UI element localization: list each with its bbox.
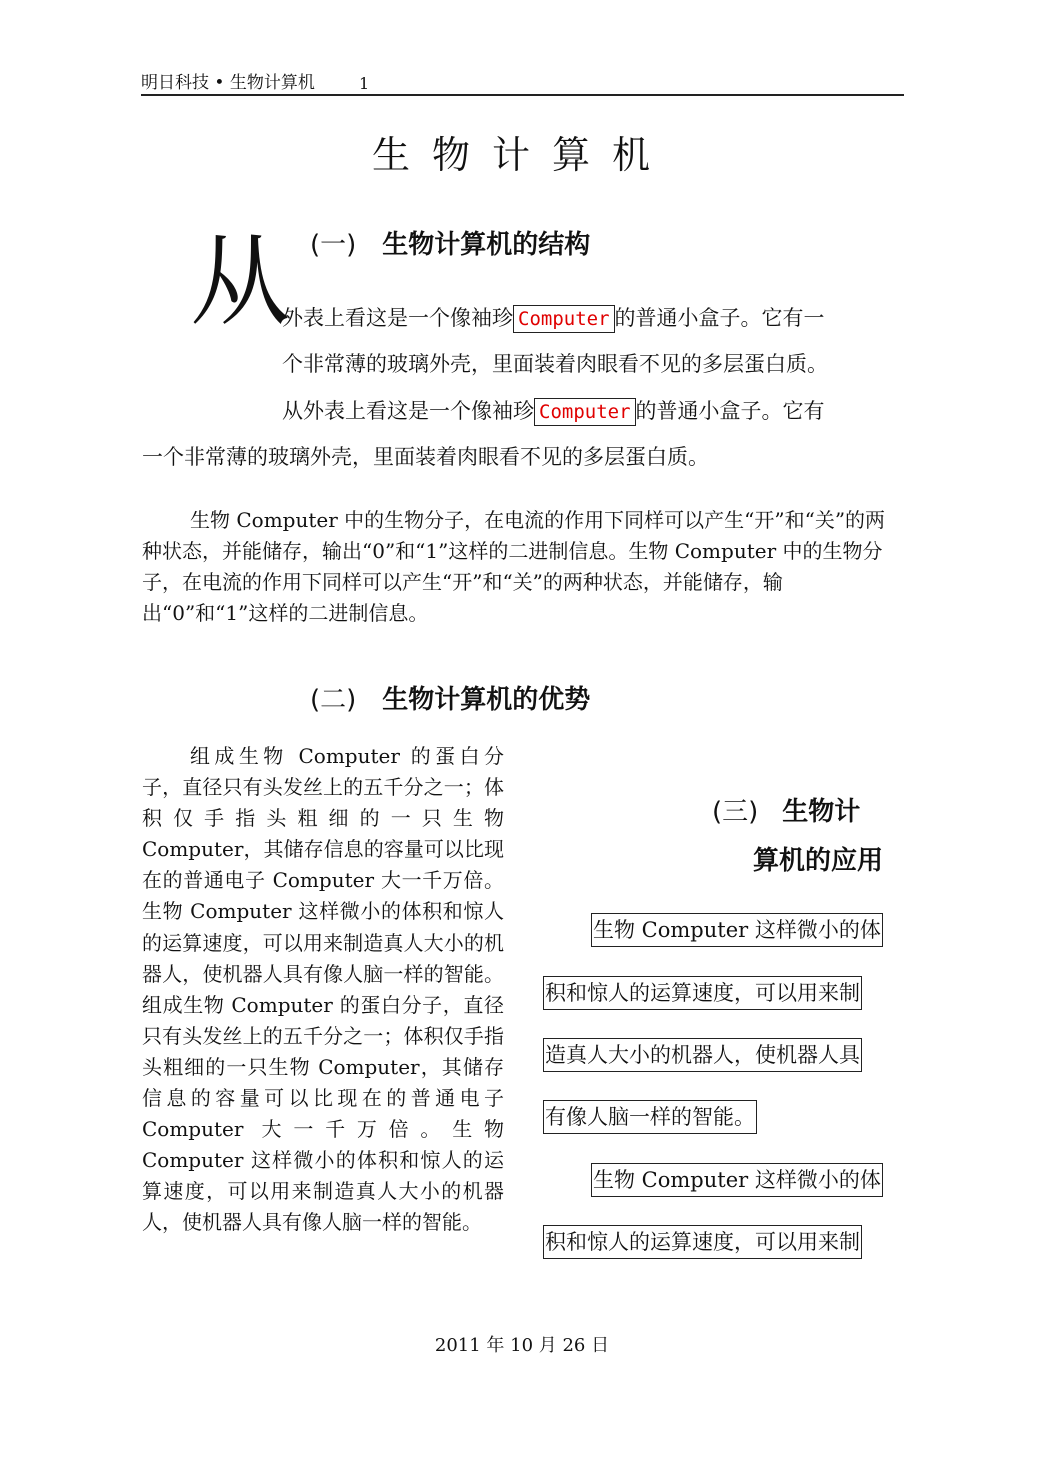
- section3-title-part1: 生物计: [782, 797, 861, 827]
- section2-title: 生物计算机的优势: [382, 685, 591, 715]
- section1-number: (一): [310, 230, 357, 260]
- section2-body: [142, 741, 504, 1239]
- section1-p1-line1: [282, 303, 825, 333]
- section3-box-1: 生物 Computer 这样微小的体: [591, 913, 883, 947]
- page-number: 1: [359, 74, 370, 93]
- p2-text-after: 的普通小盒子。它有: [635, 399, 825, 423]
- section3-box-6: 积和惊人的运算速度，可以用来制: [543, 1225, 862, 1259]
- section1-p2-line1: [282, 396, 825, 426]
- section1-title: 生物计算机的结构: [382, 230, 591, 260]
- section3-number: (三): [712, 797, 759, 827]
- section2-number: (二): [310, 685, 357, 715]
- section3-box-3: 造真人大小的机器人，使机器人具: [543, 1038, 862, 1072]
- computer-tag-2: Computer: [534, 398, 636, 426]
- section1-p3: [142, 505, 904, 629]
- section1-p1-line2: 个非常薄的玻璃外壳，里面装着肉眼看不见的多层蛋白质。: [282, 352, 828, 376]
- p1-text-before: 外表上看这是一个像袖珍: [282, 306, 513, 330]
- p1-text-after: 的普通小盒子。它有一: [614, 306, 825, 330]
- document-title: 生物计算机: [371, 133, 672, 177]
- footer-date: 2011 年 10 月 26 日: [434, 1335, 610, 1356]
- section1-heading: [310, 224, 590, 261]
- section3-box-4: 有像人脑一样的智能。: [543, 1100, 757, 1134]
- section3-box-5: 生物 Computer 这样微小的体: [591, 1163, 883, 1197]
- section3-heading-line1: [712, 791, 860, 828]
- header-title: 明日科技 • 生物计算机: [141, 73, 315, 93]
- section2-heading: [310, 679, 590, 716]
- section3-box-2: 积和惊人的运算速度，可以用来制: [543, 976, 862, 1010]
- section1-p2-line2: 一个非常薄的玻璃外壳，里面装着肉眼看不见的多层蛋白质。: [142, 445, 709, 469]
- drop-cap: 从: [190, 223, 290, 340]
- section3-heading-line2: 算机的应用: [753, 846, 884, 876]
- section1-p3-text: 生物 Computer 中的生物分子，在电流的作用下同样可以产生“开”和“关”的两种状态，并能储存，输出“0”和“1”这样的二进制信息。生物 Computer 中的生物分子，在电流的作用下同样可以产生“开”和“关”的两种状态，并能储存，输出“0”和“1”这样的二进制信息。: [142, 508, 886, 625]
- computer-tag-1: Computer: [513, 305, 615, 333]
- page-header: [141, 66, 904, 96]
- p2-text-before: 从外表上看这是一个像袖珍: [282, 399, 534, 423]
- section2-body-text: 组成生物 Computer 的蛋白分子，直径只有头发丝上的五千分之一；体积仅手指头粗细的一只生物 Computer，其储存信息的容量可以比现在的普通电子 Computer 大一千万倍。生物 Computer 这样微小的体积和惊人的运算速度，可以用来制造真人大小的机器人，使机器人具有像人脑一样的智能。组成生物 Computer 的蛋白分子，直径只有头发丝上的五千分之一；体积仅手指头粗细的一只生物 Computer，其储存信息的容量可以比现在的普通电子 Computer 大一千万倍。生物 Computer 这样微小的体积和惊人的运算速度，可以用来制造真人大小的机器人，使机器人具有像人脑一样的智能。: [142, 744, 504, 1235]
